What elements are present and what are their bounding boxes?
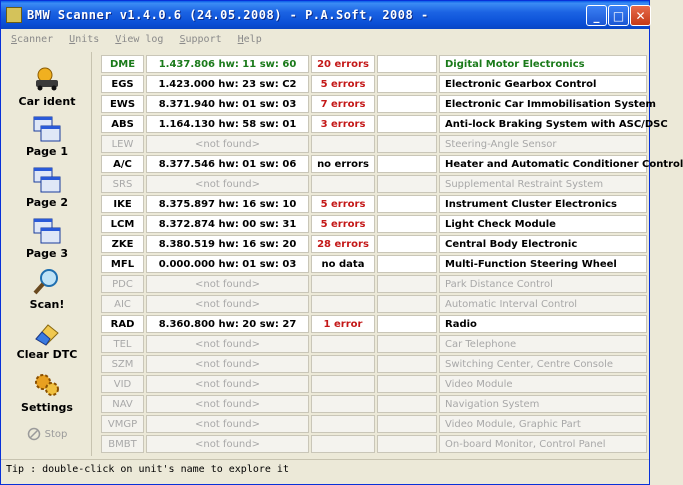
stop-label: Stop — [44, 429, 68, 440]
unit-description: On-board Monitor, Control Panel — [439, 435, 647, 453]
window-title: BMW Scanner v1.4.0.6 (24.05.2008) - P.A.Soft, 2008 - — [27, 8, 429, 22]
unit-row-tel[interactable] — [101, 335, 647, 355]
unit-errors — [311, 295, 375, 313]
unit-blank — [377, 95, 437, 113]
menu-bar — [1, 30, 649, 48]
unit-row-szm[interactable] — [101, 355, 647, 375]
unit-errors: no errors — [311, 155, 375, 173]
unit-version: <not found> — [146, 175, 309, 193]
unit-errors — [311, 335, 375, 353]
menu-support[interactable]: Support — [179, 33, 222, 45]
page1-label: Page 1 — [25, 145, 68, 158]
unit-blank — [377, 435, 437, 453]
unit-errors: 7 errors — [311, 95, 375, 113]
unit-row-vmgp[interactable] — [101, 415, 647, 435]
unit-description: Radio — [439, 315, 647, 333]
unit-description: Video Module — [439, 375, 647, 393]
unit-blank — [377, 55, 437, 73]
unit-version: <not found> — [146, 135, 309, 153]
sidebar — [4, 52, 92, 456]
unit-row-egs[interactable] — [101, 75, 647, 95]
unit-errors: 5 errors — [311, 195, 375, 213]
unit-description: Car Telephone — [439, 335, 647, 353]
stop-button[interactable] — [4, 427, 90, 441]
eraser-icon — [32, 317, 62, 347]
unit-description: Instrument Cluster Electronics — [439, 195, 647, 213]
unit-description: Switching Center, Centre Console — [439, 355, 647, 373]
unit-errors — [311, 415, 375, 433]
unit-description: Navigation System — [439, 395, 647, 413]
menu-scanner[interactable]: Scanner — [11, 33, 54, 45]
unit-description: Video Module, Graphic Part — [439, 415, 647, 433]
unit-description: Electronic Gearbox Control — [439, 75, 647, 93]
unit-blank — [377, 155, 437, 173]
unit-blank — [377, 215, 437, 233]
unit-version: 8.372.874 hw: 00 sw: 31 — [146, 215, 309, 233]
unit-code[interactable]: MFL — [101, 255, 144, 273]
unit-description: Multi-Function Steering Wheel — [439, 255, 647, 273]
unit-code[interactable]: LEW — [101, 135, 144, 153]
unit-version: <not found> — [146, 435, 309, 453]
unit-blank — [377, 255, 437, 273]
unit-blank — [377, 395, 437, 413]
car-ident-button[interactable] — [4, 64, 90, 108]
unit-blank — [377, 315, 437, 333]
unit-version: <not found> — [146, 275, 309, 293]
app-icon — [6, 7, 22, 23]
unit-version: 1.164.130 hw: 58 sw: 01 — [146, 115, 309, 133]
unit-code[interactable]: DME — [101, 55, 144, 73]
unit-description: Steering-Angle Sensor — [439, 135, 647, 153]
unit-row-pdc[interactable] — [101, 275, 647, 295]
unit-description: Heater and Automatic Conditioner Control — [439, 155, 647, 173]
unit-row-lew[interactable] — [101, 135, 647, 155]
unit-errors — [311, 175, 375, 193]
unit-blank — [377, 195, 437, 213]
car-ident-icon — [32, 64, 62, 94]
unit-description: Automatic Interval Control — [439, 295, 647, 313]
unit-code[interactable]: PDC — [101, 275, 144, 293]
unit-row-rad[interactable] — [101, 315, 647, 335]
page-windows-icon — [32, 114, 62, 144]
page-windows-icon — [32, 165, 62, 195]
page-windows-icon — [32, 216, 62, 246]
unit-row-ike[interactable] — [101, 195, 647, 215]
unit-version: 0.000.000 hw: 01 sw: 03 — [146, 255, 309, 273]
unit-errors — [311, 375, 375, 393]
unit-errors: 3 errors — [311, 115, 375, 133]
unit-blank — [377, 235, 437, 253]
unit-version: <not found> — [146, 395, 309, 413]
unit-row-zke[interactable] — [101, 235, 647, 255]
unit-errors: 1 error — [311, 315, 375, 333]
unit-blank — [377, 115, 437, 133]
unit-row-ac[interactable] — [101, 155, 683, 175]
status-bar: Tip : double-click on unit's name to explore it — [1, 459, 649, 479]
close-button[interactable]: ✕ — [630, 5, 651, 26]
title-bar[interactable] — [1, 1, 649, 29]
unit-blank — [377, 295, 437, 313]
unit-code[interactable]: RAD — [101, 315, 144, 333]
unit-version: 1.437.806 hw: 11 sw: 60 — [146, 55, 309, 73]
unit-row-aic[interactable] — [101, 295, 647, 315]
unit-code[interactable]: SRS — [101, 175, 144, 193]
settings-button[interactable] — [4, 370, 90, 414]
clear-dtc-label: Clear DTC — [16, 348, 78, 361]
unit-code[interactable]: VID — [101, 375, 144, 393]
magnifier-icon — [32, 267, 62, 297]
unit-blank — [377, 375, 437, 393]
clear-dtc-button[interactable] — [4, 317, 90, 361]
unit-version: <not found> — [146, 355, 309, 373]
unit-code[interactable]: EWS — [101, 95, 144, 113]
unit-code[interactable]: TEL — [101, 335, 144, 353]
unit-version: 8.375.897 hw: 16 sw: 10 — [146, 195, 309, 213]
unit-version: <not found> — [146, 335, 309, 353]
unit-row-srs[interactable] — [101, 175, 647, 195]
unit-errors — [311, 135, 375, 153]
unit-blank — [377, 75, 437, 93]
unit-code[interactable]: IKE — [101, 195, 144, 213]
unit-code[interactable]: VMGP — [101, 415, 144, 433]
unit-version: <not found> — [146, 415, 309, 433]
unit-errors — [311, 395, 375, 413]
unit-code[interactable]: AIC — [101, 295, 144, 313]
unit-row-dme[interactable] — [101, 55, 647, 75]
unit-description: Central Body Electronic — [439, 235, 647, 253]
unit-errors — [311, 275, 375, 293]
unit-blank — [377, 135, 437, 153]
unit-errors: no data — [311, 255, 375, 273]
maximize-button[interactable]: □ — [608, 5, 629, 26]
page2-label: Page 2 — [25, 196, 68, 209]
unit-code[interactable]: BMBT — [101, 435, 144, 453]
stop-icon — [27, 427, 41, 441]
unit-version: 8.360.800 hw: 20 sw: 27 — [146, 315, 309, 333]
unit-code[interactable]: A/C — [101, 155, 144, 173]
scan-button[interactable] — [4, 267, 90, 311]
unit-blank — [377, 335, 437, 353]
menu-help[interactable]: Help — [237, 33, 262, 45]
unit-description: Anti-lock Braking System with ASC/DSC — [439, 115, 647, 133]
unit-row-nav[interactable] — [101, 395, 647, 415]
unit-row-vid[interactable] — [101, 375, 647, 395]
unit-description: Digital Motor Electronics — [439, 55, 647, 73]
menu-units[interactable]: Units — [69, 33, 100, 45]
unit-description: Light Check Module — [439, 215, 647, 233]
unit-row-lcm[interactable] — [101, 215, 647, 235]
gears-icon — [32, 370, 62, 400]
unit-version: <not found> — [146, 375, 309, 393]
unit-errors — [311, 355, 375, 373]
unit-description: Park Distance Control — [439, 275, 647, 293]
unit-errors — [311, 435, 375, 453]
unit-blank — [377, 355, 437, 373]
unit-version: 8.377.546 hw: 01 sw: 06 — [146, 155, 309, 173]
scan-label: Scan! — [29, 298, 65, 311]
unit-errors: 5 errors — [311, 215, 375, 233]
unit-version: <not found> — [146, 295, 309, 313]
page2-button[interactable] — [4, 165, 90, 209]
unit-version: 8.380.519 hw: 16 sw: 20 — [146, 235, 309, 253]
page1-button[interactable] — [4, 114, 90, 158]
unit-errors: 20 errors — [311, 55, 375, 73]
minimize-button[interactable]: _ — [586, 5, 607, 26]
unit-description: Supplemental Restraint System — [439, 175, 647, 193]
unit-code[interactable]: EGS — [101, 75, 144, 93]
unit-version: 1.423.000 hw: 23 sw: C2 — [146, 75, 309, 93]
unit-blank — [377, 175, 437, 193]
unit-row-bmbt[interactable] — [101, 435, 647, 455]
unit-row-mfl[interactable] — [101, 255, 647, 275]
settings-label: Settings — [21, 401, 73, 414]
unit-version: 8.371.940 hw: 01 sw: 03 — [146, 95, 309, 113]
page3-button[interactable] — [4, 216, 90, 260]
unit-blank — [377, 415, 437, 433]
car-ident-label: Car ident — [18, 95, 76, 108]
unit-code[interactable]: SZM — [101, 355, 144, 373]
unit-row-abs[interactable] — [101, 115, 668, 135]
unit-description: Electronic Car Immobilisation System — [439, 95, 647, 113]
menu-view-log[interactable]: View log — [115, 33, 164, 45]
unit-blank — [377, 275, 437, 293]
unit-errors: 5 errors — [311, 75, 375, 93]
unit-code[interactable]: ZKE — [101, 235, 144, 253]
unit-code[interactable]: ABS — [101, 115, 144, 133]
unit-errors: 28 errors — [311, 235, 375, 253]
unit-row-ews[interactable] — [101, 95, 656, 115]
page3-label: Page 3 — [25, 247, 68, 260]
unit-code[interactable]: NAV — [101, 395, 144, 413]
unit-code[interactable]: LCM — [101, 215, 144, 233]
